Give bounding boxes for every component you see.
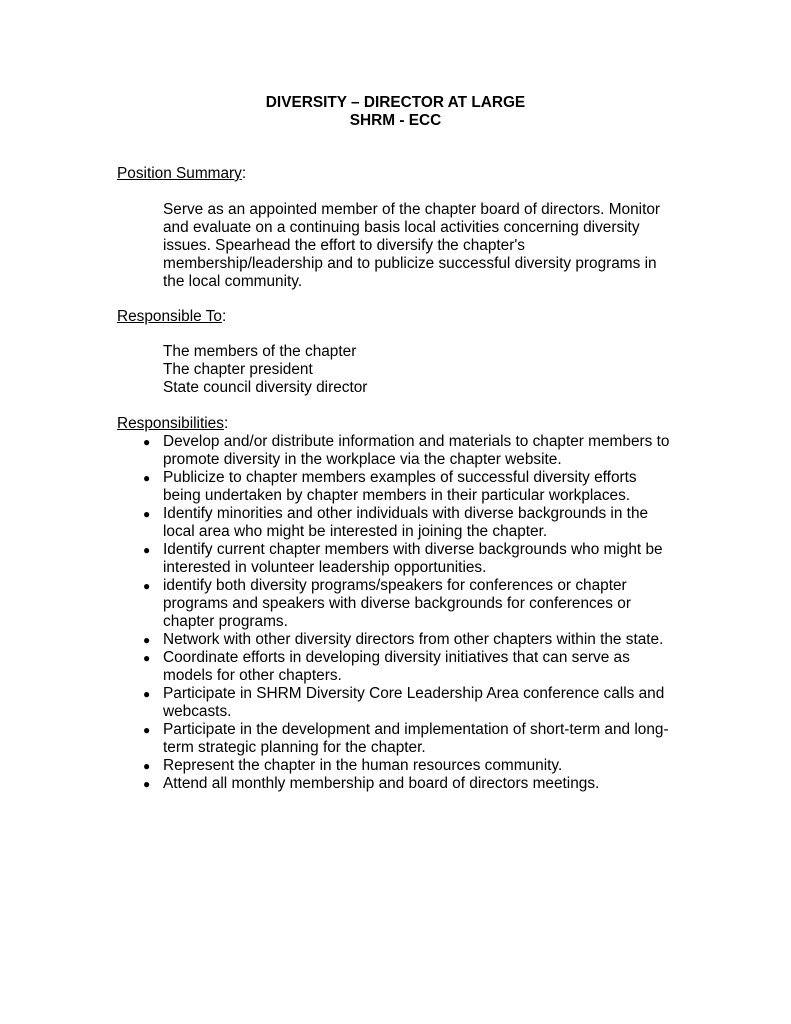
bullet-icon: ● (143, 759, 151, 773)
responsibilities-heading (117, 415, 228, 433)
list-item-line: term strategic planning for the chapter. (163, 739, 426, 756)
summary-line: issues. Spearhead the effort to diversify the chapter's (163, 237, 525, 254)
bullet-icon: ● (143, 777, 151, 791)
list-item-line: Participate in SHRM Diversity Core Leadership Area conference calls and (163, 685, 665, 702)
responsible-to-list (163, 343, 703, 397)
list-item-line: webcasts. (163, 703, 232, 720)
responsible-to-item: The members of the chapter (163, 343, 357, 360)
title-line-1: DIVERSITY – DIRECTOR AT LARGE (265, 94, 526, 111)
list-item (117, 631, 697, 649)
list-item-line: Coordinate efforts in developing diversity initiatives that can serve as (163, 649, 630, 666)
list-item (117, 505, 697, 541)
list-item-line: being undertaken by chapter members in their particular workplaces. (163, 487, 631, 504)
list-item-line: promote diversity in the workplace via the chapter website. (163, 451, 562, 468)
list-item-line: Network with other diversity directors from other chapters within the state. (163, 631, 664, 648)
list-item-line: identify both diversity programs/speakers for conferences or chapter (163, 577, 627, 594)
summary-line: the local community. (163, 273, 303, 290)
summary-line: Serve as an appointed member of the chapter board of directors. Monitor (163, 201, 661, 218)
list-item-line: Identify current chapter members with diverse backgrounds who might be (163, 541, 663, 558)
list-item-line: interested in volunteer leadership opportunities. (163, 559, 487, 576)
list-item-line: Identify minorities and other individuals with diverse backgrounds in the (163, 505, 649, 522)
position-summary-body (163, 201, 703, 291)
bullet-icon: ● (143, 543, 151, 557)
bullet-icon: ● (143, 471, 151, 485)
responsibilities-heading-text: Responsibilities (117, 415, 224, 432)
list-item-line: Develop and/or distribute information and materials to chapter members to (163, 433, 670, 450)
position-summary-heading (117, 165, 246, 183)
list-item-line: programs and speakers with diverse backgrounds for conferences or (163, 595, 631, 612)
position-summary-heading-colon: : (241, 165, 247, 182)
responsible-to-heading-colon: : (221, 308, 227, 325)
responsible-to-heading-text: Responsible To (117, 308, 222, 325)
responsibilities-list (117, 433, 697, 793)
list-item-line: Attend all monthly membership and board of directors meetings. (163, 775, 600, 792)
responsible-to-item: State council diversity director (163, 379, 368, 396)
position-summary-heading-text: Position Summary (117, 165, 242, 182)
bullet-icon: ● (143, 723, 151, 737)
bullet-icon: ● (143, 507, 151, 521)
bullet-icon: ● (143, 579, 151, 593)
list-item-line: Represent the chapter in the human resources community. (163, 757, 563, 774)
list-item-line: local area who might be interested in joining the chapter. (163, 523, 548, 540)
list-item (117, 433, 697, 469)
list-item (117, 469, 697, 505)
bullet-icon: ● (143, 651, 151, 665)
list-item-line: Participate in the development and implementation of short-term and long- (163, 721, 669, 738)
responsible-to-item: The chapter president (163, 361, 313, 378)
bullet-icon: ● (143, 633, 151, 647)
list-item (117, 649, 697, 685)
summary-line: membership/leadership and to publicize successful diversity programs in (163, 255, 657, 272)
responsible-to-heading (117, 308, 226, 326)
list-item (117, 721, 697, 757)
list-item (117, 541, 697, 577)
list-item (117, 775, 697, 793)
document-title (0, 94, 791, 130)
list-item (117, 577, 697, 631)
bullet-icon: ● (143, 435, 151, 449)
summary-line: and evaluate on a continuing basis local activities concerning diversity (163, 219, 640, 236)
list-item-line: Publicize to chapter members examples of successful diversity efforts (163, 469, 637, 486)
list-item (117, 757, 697, 775)
bullet-icon: ● (143, 687, 151, 701)
list-item-line: chapter programs. (163, 613, 288, 630)
title-line-2: SHRM - ECC (349, 112, 442, 129)
list-item-line: models for other chapters. (163, 667, 342, 684)
responsibilities-heading-colon: : (223, 415, 229, 432)
list-item (117, 685, 697, 721)
